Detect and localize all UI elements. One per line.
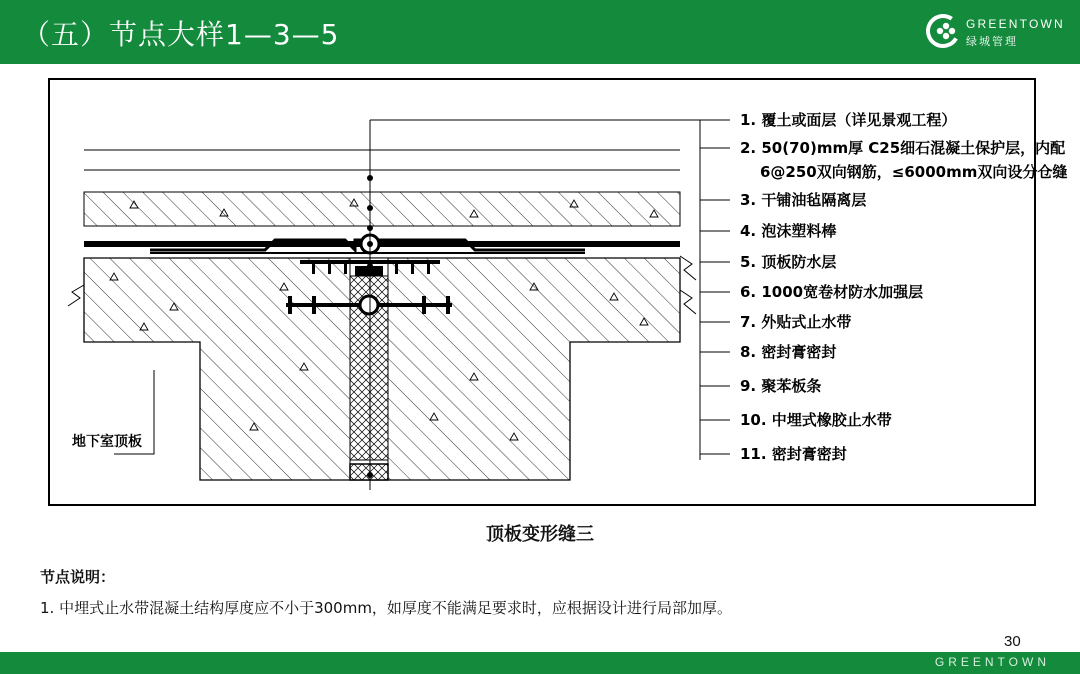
page-number: 30: [1004, 633, 1021, 650]
layer-label-4: 4. 泡沫塑料棒: [740, 222, 837, 240]
figure-caption: 顶板变形缝三: [486, 524, 594, 545]
footer-bar: [0, 652, 1080, 674]
layer-label-9: 9. 聚苯板条: [740, 377, 822, 395]
layer-label-8: 8. 密封膏密封: [740, 343, 837, 361]
protective-concrete-layer: [84, 192, 680, 226]
soil-layer: [84, 150, 680, 170]
deformation-joint: [350, 258, 388, 480]
logo-text-en: GREENTOWN: [966, 17, 1065, 31]
layer-label-6: 6. 1000宽卷材防水加强层: [740, 283, 924, 301]
layer-label-10: 10. 中埋式橡胶止水带: [740, 411, 892, 429]
slab-label: 地下室顶板: [72, 434, 142, 450]
greentown-logo: [926, 14, 1066, 50]
footer-brand: GREENTOWN: [934, 655, 1050, 669]
notes-item: 1. 中埋式止水带混凝土结构厚度应不小于300mm，如厚度不能满足要求时，应根据设计进行局部加厚。: [40, 599, 732, 617]
notes-heading: 节点说明：: [40, 568, 116, 586]
detail-drawing: [48, 78, 1068, 506]
greentown-logo-icon: [926, 14, 960, 48]
layer-label-7: 7. 外贴式止水带: [740, 313, 852, 331]
detail-drawing-canvas: [50, 80, 1068, 504]
layer-label-5: 5. 顶板防水层: [740, 253, 837, 271]
layer-label-2-cont: 6@250双向钢筋，≤6000mm双向设分仓缝: [760, 163, 1068, 181]
layer-label-3: 3. 干铺油毡隔离层: [740, 191, 867, 209]
layer-labels: [740, 111, 1067, 463]
waterproof-membrane: [84, 235, 680, 253]
label-connectors: [700, 120, 730, 454]
layer-label-11: 11. 密封膏密封: [740, 445, 847, 463]
layer-label-2: 2. 50(70)mm厚 C25细石混凝土保护层，内配: [740, 139, 1066, 157]
layer-label-1: 1. 覆土或面层（详见景观工程）: [740, 111, 957, 129]
logo-text-cn: 绿城管理: [966, 35, 1018, 48]
header-bar: [0, 0, 1080, 64]
page-title: （五）节点大样1—3—5: [22, 18, 340, 51]
